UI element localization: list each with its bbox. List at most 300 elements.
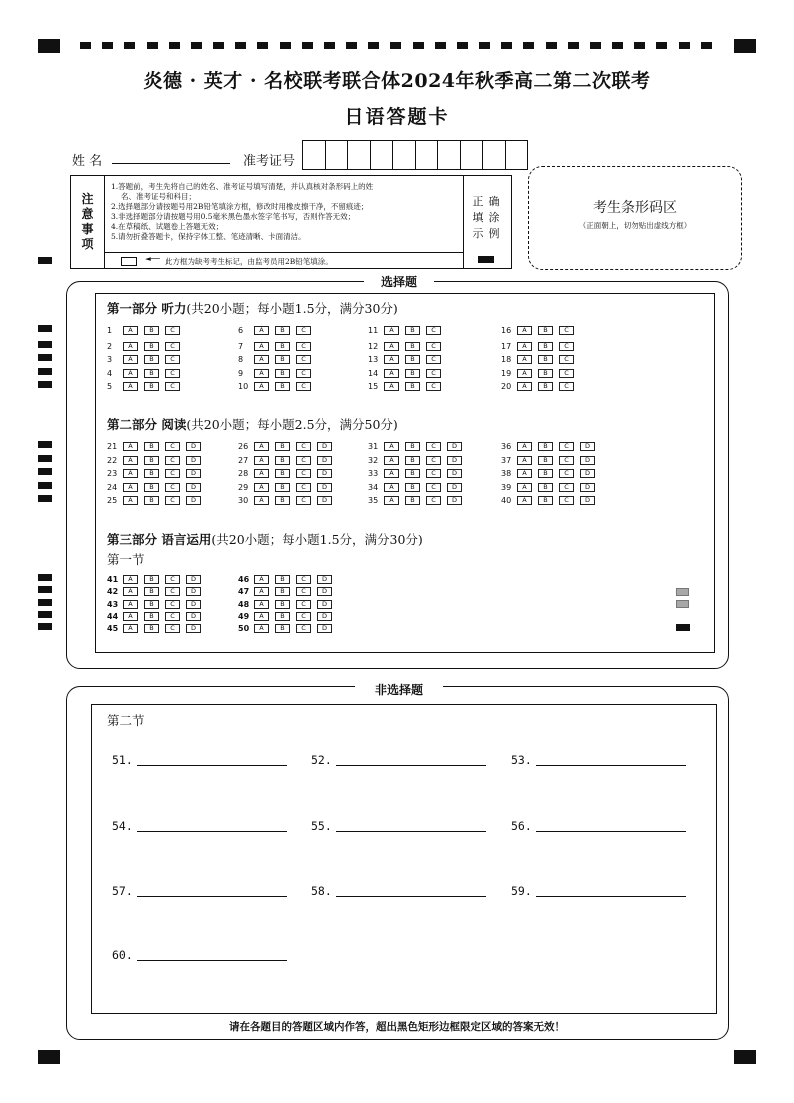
question-number: 12 — [368, 341, 379, 351]
option-a-box[interactable]: A — [254, 369, 269, 378]
question-37 — [501, 455, 601, 465]
exam-id-boxes[interactable] — [302, 140, 528, 170]
question-number: 1 — [107, 325, 113, 335]
option-b-box[interactable]: B — [144, 612, 159, 621]
option-a-box[interactable]: A — [384, 483, 399, 492]
option-c-box[interactable]: C — [165, 587, 180, 596]
option-d-box[interactable]: D — [186, 496, 201, 505]
timing-dash — [634, 42, 645, 49]
option-c-box[interactable]: C — [296, 369, 311, 378]
option-c-box[interactable]: C — [426, 496, 441, 505]
option-d-box[interactable]: D — [317, 575, 332, 584]
option-b-box[interactable]: B — [144, 496, 159, 505]
option-c-box[interactable]: C — [296, 587, 311, 596]
option-a-box[interactable]: A — [384, 496, 399, 505]
question-43 — [107, 599, 207, 609]
question-36 — [501, 441, 601, 451]
option-a-box[interactable]: A — [123, 456, 138, 465]
option-a-box[interactable]: A — [123, 369, 138, 378]
option-d-box[interactable]: D — [186, 575, 201, 584]
option-c-box[interactable]: C — [426, 382, 441, 391]
option-d-box[interactable]: D — [317, 483, 332, 492]
question-16 — [501, 325, 580, 335]
correct-fill-example: 正 填 示 确 涂 例 — [463, 176, 512, 268]
option-b-box[interactable]: B — [538, 326, 553, 335]
footer-warning: 请在各题目的答题区域内作答，超出黑色矩形边框限定区域的答案无效！ — [229, 1021, 565, 1033]
option-b-box[interactable]: B — [275, 624, 290, 633]
question-42 — [107, 586, 207, 596]
question-24 — [107, 482, 207, 492]
timing-mark — [38, 455, 52, 462]
gray-mark — [676, 588, 689, 596]
option-c-box[interactable]: C — [165, 496, 180, 505]
question-4 — [107, 368, 186, 378]
question-33 — [368, 468, 468, 478]
option-a-box[interactable]: A — [254, 342, 269, 351]
option-c-box[interactable]: C — [559, 369, 574, 378]
timing-mark — [38, 599, 52, 606]
timing-mark — [38, 381, 52, 388]
timing-dash-row — [80, 42, 712, 50]
option-b-box[interactable]: B — [144, 326, 159, 335]
answer-line[interactable] — [336, 765, 486, 766]
option-a-box[interactable]: A — [123, 342, 138, 351]
option-d-box[interactable]: D — [317, 469, 332, 478]
timing-mark — [38, 482, 52, 489]
option-c-box[interactable]: C — [296, 575, 311, 584]
timing-dash — [191, 42, 202, 49]
option-b-box[interactable]: B — [275, 355, 290, 364]
option-b-box[interactable]: B — [538, 456, 553, 465]
option-a-box[interactable]: A — [123, 355, 138, 364]
option-c-box[interactable]: C — [426, 326, 441, 335]
timing-dash — [235, 42, 246, 49]
timing-mark — [38, 574, 52, 581]
option-b-box[interactable]: B — [275, 600, 290, 609]
option-a-box[interactable]: A — [254, 483, 269, 492]
option-c-box[interactable]: C — [296, 600, 311, 609]
name-field[interactable] — [112, 163, 230, 164]
option-b-box[interactable]: B — [538, 355, 553, 364]
answer-line[interactable] — [137, 896, 287, 897]
option-d-box[interactable]: D — [317, 600, 332, 609]
answer-number: 57. — [112, 884, 133, 898]
option-b-box[interactable]: B — [144, 624, 159, 633]
option-b-box[interactable]: B — [144, 483, 159, 492]
option-c-box[interactable]: C — [426, 456, 441, 465]
timing-dash — [302, 42, 313, 49]
option-d-box[interactable]: D — [580, 483, 595, 492]
timing-dash — [102, 42, 113, 49]
option-c-box[interactable]: C — [426, 483, 441, 492]
option-d-box[interactable]: D — [447, 456, 462, 465]
option-c-box[interactable]: C — [296, 469, 311, 478]
option-a-box[interactable]: A — [517, 382, 532, 391]
option-b-box[interactable]: B — [405, 342, 420, 351]
question-number: 35 — [368, 495, 379, 505]
notes-text: 1.答题前，考生先将自己的姓名、准考证号填写清楚，并认真核对条形码上的姓 名、准考证号和科目； 2.选择题部分请按题号用2B铅笔填涂方框，修改时用橡皮擦干净，不留痕迹； 3.非选择题部分请按题号用0.5毫米黑色墨水签字笔书写，否则作答无效； 4.在草稿纸、试题卷上答题无效； 5.请勿折叠答题卡，保持字体工整、笔迹清晰、卡面清洁。 — [111, 182, 374, 241]
question-29 — [238, 482, 338, 492]
option-b-box[interactable]: B — [405, 355, 420, 364]
option-a-box[interactable]: A — [123, 382, 138, 391]
option-b-box[interactable]: B — [405, 382, 420, 391]
timing-dash — [324, 42, 335, 49]
question-number: 15 — [368, 381, 379, 391]
option-a-box[interactable]: A — [254, 382, 269, 391]
option-b-box[interactable]: B — [275, 342, 290, 351]
option-d-box[interactable]: D — [317, 442, 332, 451]
question-32 — [368, 455, 468, 465]
option-d-box[interactable]: D — [447, 442, 462, 451]
option-a-box[interactable]: A — [384, 369, 399, 378]
option-c-box[interactable]: C — [559, 483, 574, 492]
answer-line[interactable] — [536, 831, 686, 832]
question-number: 3 — [107, 354, 113, 364]
option-b-box[interactable]: B — [144, 382, 159, 391]
timing-mark — [38, 325, 52, 332]
option-a-box[interactable]: A — [254, 575, 269, 584]
option-c-box[interactable]: C — [165, 382, 180, 391]
option-b-box[interactable]: B — [275, 612, 290, 621]
question-number: 20 — [501, 381, 512, 391]
option-b-box[interactable]: B — [405, 326, 420, 335]
option-b-box[interactable]: B — [275, 456, 290, 465]
option-b-box[interactable]: B — [405, 442, 420, 451]
question-10 — [238, 381, 317, 391]
option-c-box[interactable]: C — [559, 496, 574, 505]
question-number: 43 — [107, 599, 119, 609]
question-number: 30 — [238, 495, 249, 505]
answer-line[interactable] — [137, 831, 287, 832]
option-c-box[interactable]: C — [559, 342, 574, 351]
option-c-box[interactable]: C — [296, 342, 311, 351]
option-d-box[interactable]: D — [580, 496, 595, 505]
option-b-box[interactable]: B — [144, 442, 159, 451]
option-b-box[interactable]: B — [144, 369, 159, 378]
answer-number: 52. — [311, 753, 332, 767]
option-b-box[interactable]: B — [275, 587, 290, 596]
answer-line[interactable] — [536, 765, 686, 766]
option-d-box[interactable]: D — [447, 496, 462, 505]
option-b-box[interactable]: B — [275, 442, 290, 451]
answer-line[interactable] — [137, 765, 287, 766]
answer-56 — [511, 819, 686, 833]
notes-box — [70, 175, 512, 269]
option-d-box[interactable]: D — [186, 469, 201, 478]
option-c-box[interactable]: C — [165, 342, 180, 351]
notes-heading: 注 意 事 项 — [71, 176, 105, 268]
option-c-box[interactable]: C — [426, 442, 441, 451]
option-d-box[interactable]: D — [317, 587, 332, 596]
option-b-box[interactable]: B — [144, 575, 159, 584]
option-a-box[interactable]: A — [517, 355, 532, 364]
question-39 — [501, 482, 601, 492]
option-d-box[interactable]: D — [580, 442, 595, 451]
option-c-box[interactable]: C — [559, 456, 574, 465]
option-c-box[interactable]: C — [559, 326, 574, 335]
option-b-box[interactable]: B — [275, 326, 290, 335]
timing-dash — [435, 42, 446, 49]
option-a-box[interactable]: A — [517, 442, 532, 451]
question-number: 39 — [501, 482, 512, 492]
option-a-box[interactable]: A — [123, 483, 138, 492]
timing-dash — [501, 42, 512, 49]
answer-number: 58. — [311, 884, 332, 898]
option-d-box[interactable]: D — [447, 483, 462, 492]
timing-dash — [280, 42, 291, 49]
option-a-box[interactable]: A — [517, 496, 532, 505]
option-a-box[interactable]: A — [254, 326, 269, 335]
question-14 — [368, 368, 447, 378]
option-b-box[interactable]: B — [144, 355, 159, 364]
option-b-box[interactable]: B — [275, 496, 290, 505]
answer-line[interactable] — [336, 831, 486, 832]
name-label: 姓 名 — [72, 154, 103, 169]
question-number: 2 — [107, 341, 113, 351]
option-c-box[interactable]: C — [296, 442, 311, 451]
option-c-box[interactable]: C — [165, 483, 180, 492]
option-b-box[interactable]: B — [144, 469, 159, 478]
question-25 — [107, 495, 207, 505]
option-d-box[interactable]: D — [580, 456, 595, 465]
option-c-box[interactable]: C — [426, 355, 441, 364]
question-28 — [238, 468, 338, 478]
option-c-box[interactable]: C — [165, 326, 180, 335]
option-b-box[interactable]: B — [538, 382, 553, 391]
answer-line[interactable] — [137, 960, 287, 961]
question-number: 7 — [238, 341, 244, 351]
option-d-box[interactable]: D — [186, 442, 201, 451]
question-number: 19 — [501, 368, 512, 378]
option-b-box[interactable]: B — [144, 587, 159, 596]
option-b-box[interactable]: B — [144, 342, 159, 351]
timing-mark — [676, 624, 690, 631]
option-a-box[interactable]: A — [254, 587, 269, 596]
answer-number: 51. — [112, 753, 133, 767]
timing-dash — [147, 42, 158, 49]
option-c-box[interactable]: C — [296, 496, 311, 505]
option-a-box[interactable]: A — [254, 456, 269, 465]
option-c-box[interactable]: C — [165, 469, 180, 478]
option-a-box[interactable]: A — [254, 442, 269, 451]
option-b-box[interactable]: B — [538, 442, 553, 451]
question-3 — [107, 354, 186, 364]
question-number: 49 — [238, 611, 250, 621]
question-number: 28 — [238, 468, 249, 478]
option-a-box[interactable]: A — [123, 575, 138, 584]
timing-dash — [568, 42, 579, 49]
option-a-box[interactable]: A — [384, 469, 399, 478]
question-number: 25 — [107, 495, 118, 505]
page-subtitle: 日语答题卡 — [344, 106, 450, 128]
question-number: 6 — [238, 325, 244, 335]
option-a-box[interactable]: A — [254, 355, 269, 364]
question-11 — [368, 325, 447, 335]
question-number: 45 — [107, 623, 119, 633]
option-d-box[interactable]: D — [186, 600, 201, 609]
option-b-box[interactable]: B — [538, 483, 553, 492]
option-b-box[interactable]: B — [144, 456, 159, 465]
option-c-box[interactable]: C — [296, 382, 311, 391]
option-c-box[interactable]: C — [559, 469, 574, 478]
timing-mark — [38, 368, 52, 375]
option-c-box[interactable]: C — [296, 355, 311, 364]
option-b-box[interactable]: B — [405, 369, 420, 378]
option-a-box[interactable]: A — [517, 342, 532, 351]
question-number: 17 — [501, 341, 512, 351]
question-35 — [368, 495, 468, 505]
gray-mark — [676, 600, 689, 608]
question-number: 32 — [368, 455, 379, 465]
option-b-box[interactable]: B — [275, 382, 290, 391]
timing-dash — [213, 42, 224, 49]
option-a-box[interactable]: A — [254, 496, 269, 505]
question-18 — [501, 354, 580, 364]
part3-heading: 第三部分 语言运用(共20小题；每小题1.5分，满分30分) — [107, 532, 423, 547]
option-c-box[interactable]: C — [165, 624, 180, 633]
option-b-box[interactable]: B — [275, 575, 290, 584]
option-a-box[interactable]: A — [384, 456, 399, 465]
option-b-box[interactable]: B — [405, 469, 420, 478]
answer-number: 56. — [511, 819, 532, 833]
answer-54 — [112, 819, 287, 833]
option-a-box[interactable]: A — [384, 442, 399, 451]
question-number: 18 — [501, 354, 512, 364]
option-c-box[interactable]: C — [426, 469, 441, 478]
option-c-box[interactable]: C — [559, 355, 574, 364]
option-c-box[interactable]: C — [165, 575, 180, 584]
timing-dash — [479, 42, 490, 49]
answer-line[interactable] — [536, 896, 686, 897]
answer-number: 60. — [112, 948, 133, 962]
option-b-box[interactable]: B — [275, 483, 290, 492]
option-c-box[interactable]: C — [296, 326, 311, 335]
answer-57 — [112, 884, 287, 898]
absent-mark-box[interactable] — [121, 257, 137, 266]
option-a-box[interactable]: A — [517, 469, 532, 478]
option-b-box[interactable]: B — [538, 469, 553, 478]
option-c-box[interactable]: C — [165, 442, 180, 451]
timing-dash — [169, 42, 180, 49]
option-c-box[interactable]: C — [165, 369, 180, 378]
option-a-box[interactable]: A — [254, 600, 269, 609]
option-d-box[interactable]: D — [186, 624, 201, 633]
option-c-box[interactable]: C — [165, 456, 180, 465]
exam-id-label: 准考证号 — [243, 154, 296, 169]
option-d-box[interactable]: D — [317, 496, 332, 505]
option-d-box[interactable]: D — [186, 456, 201, 465]
question-number: 48 — [238, 599, 250, 609]
question-49 — [238, 611, 338, 621]
option-d-box[interactable]: D — [447, 469, 462, 478]
option-b-box[interactable]: B — [538, 496, 553, 505]
option-c-box[interactable]: C — [559, 442, 574, 451]
option-a-box[interactable]: A — [123, 496, 138, 505]
option-d-box[interactable]: D — [186, 612, 201, 621]
timing-dash — [257, 42, 268, 49]
option-a-box[interactable]: A — [123, 442, 138, 451]
option-c-box[interactable]: C — [296, 456, 311, 465]
option-a-box[interactable]: A — [384, 382, 399, 391]
option-c-box[interactable]: C — [165, 355, 180, 364]
option-c-box[interactable]: C — [165, 612, 180, 621]
option-b-box[interactable]: B — [538, 369, 553, 378]
option-b-box[interactable]: B — [405, 456, 420, 465]
option-a-box[interactable]: A — [384, 342, 399, 351]
timing-mark — [38, 495, 52, 502]
question-7 — [238, 341, 317, 351]
option-c-box[interactable]: C — [296, 624, 311, 633]
option-c-box[interactable]: C — [426, 342, 441, 351]
question-31 — [368, 441, 468, 451]
option-c-box[interactable]: C — [426, 369, 441, 378]
question-number: 26 — [238, 441, 249, 451]
option-c-box[interactable]: C — [296, 483, 311, 492]
answer-51 — [112, 753, 287, 767]
answer-58 — [311, 884, 486, 898]
option-a-box[interactable]: A — [384, 326, 399, 335]
option-b-box[interactable]: B — [405, 483, 420, 492]
question-number: 47 — [238, 586, 250, 596]
timing-dash — [457, 42, 468, 49]
option-d-box[interactable]: D — [186, 483, 201, 492]
choice-panel-title: 选择题 — [364, 273, 434, 290]
timing-dash — [612, 42, 623, 49]
option-c-box[interactable]: C — [559, 382, 574, 391]
option-a-box[interactable]: A — [517, 456, 532, 465]
question-number: 22 — [107, 455, 118, 465]
page-title: 炎德 · 英才 · 名校联考联合体2024年秋季高二第二次联考 — [143, 70, 651, 92]
option-a-box[interactable]: A — [123, 612, 138, 621]
question-19 — [501, 368, 580, 378]
option-a-box[interactable]: A — [517, 483, 532, 492]
option-a-box[interactable]: A — [517, 326, 532, 335]
question-number: 33 — [368, 468, 379, 478]
option-a-box[interactable]: A — [123, 600, 138, 609]
option-b-box[interactable]: B — [144, 600, 159, 609]
option-b-box[interactable]: B — [275, 469, 290, 478]
option-a-box[interactable]: A — [123, 326, 138, 335]
timing-mark — [38, 611, 52, 618]
question-48 — [238, 599, 338, 609]
option-b-box[interactable]: B — [405, 496, 420, 505]
option-a-box[interactable]: A — [123, 624, 138, 633]
option-d-box[interactable]: D — [317, 456, 332, 465]
option-a-box[interactable]: A — [123, 587, 138, 596]
option-a-box[interactable]: A — [517, 369, 532, 378]
option-a-box[interactable]: A — [123, 469, 138, 478]
question-1 — [107, 325, 186, 335]
answer-line[interactable] — [336, 896, 486, 897]
timing-dash — [413, 42, 424, 49]
option-a-box[interactable]: A — [254, 469, 269, 478]
option-d-box[interactable]: D — [317, 624, 332, 633]
option-a-box[interactable]: A — [384, 355, 399, 364]
question-number: 36 — [501, 441, 512, 451]
option-d-box[interactable]: D — [186, 587, 201, 596]
option-b-box[interactable]: B — [538, 342, 553, 351]
option-d-box[interactable]: D — [317, 612, 332, 621]
question-number: 44 — [107, 611, 119, 621]
option-d-box[interactable]: D — [580, 469, 595, 478]
option-c-box[interactable]: C — [165, 600, 180, 609]
option-a-box[interactable]: A — [254, 612, 269, 621]
option-a-box[interactable]: A — [254, 624, 269, 633]
option-b-box[interactable]: B — [275, 369, 290, 378]
question-15 — [368, 381, 447, 391]
option-c-box[interactable]: C — [296, 612, 311, 621]
corner-mark-bottom-right — [734, 1050, 756, 1064]
